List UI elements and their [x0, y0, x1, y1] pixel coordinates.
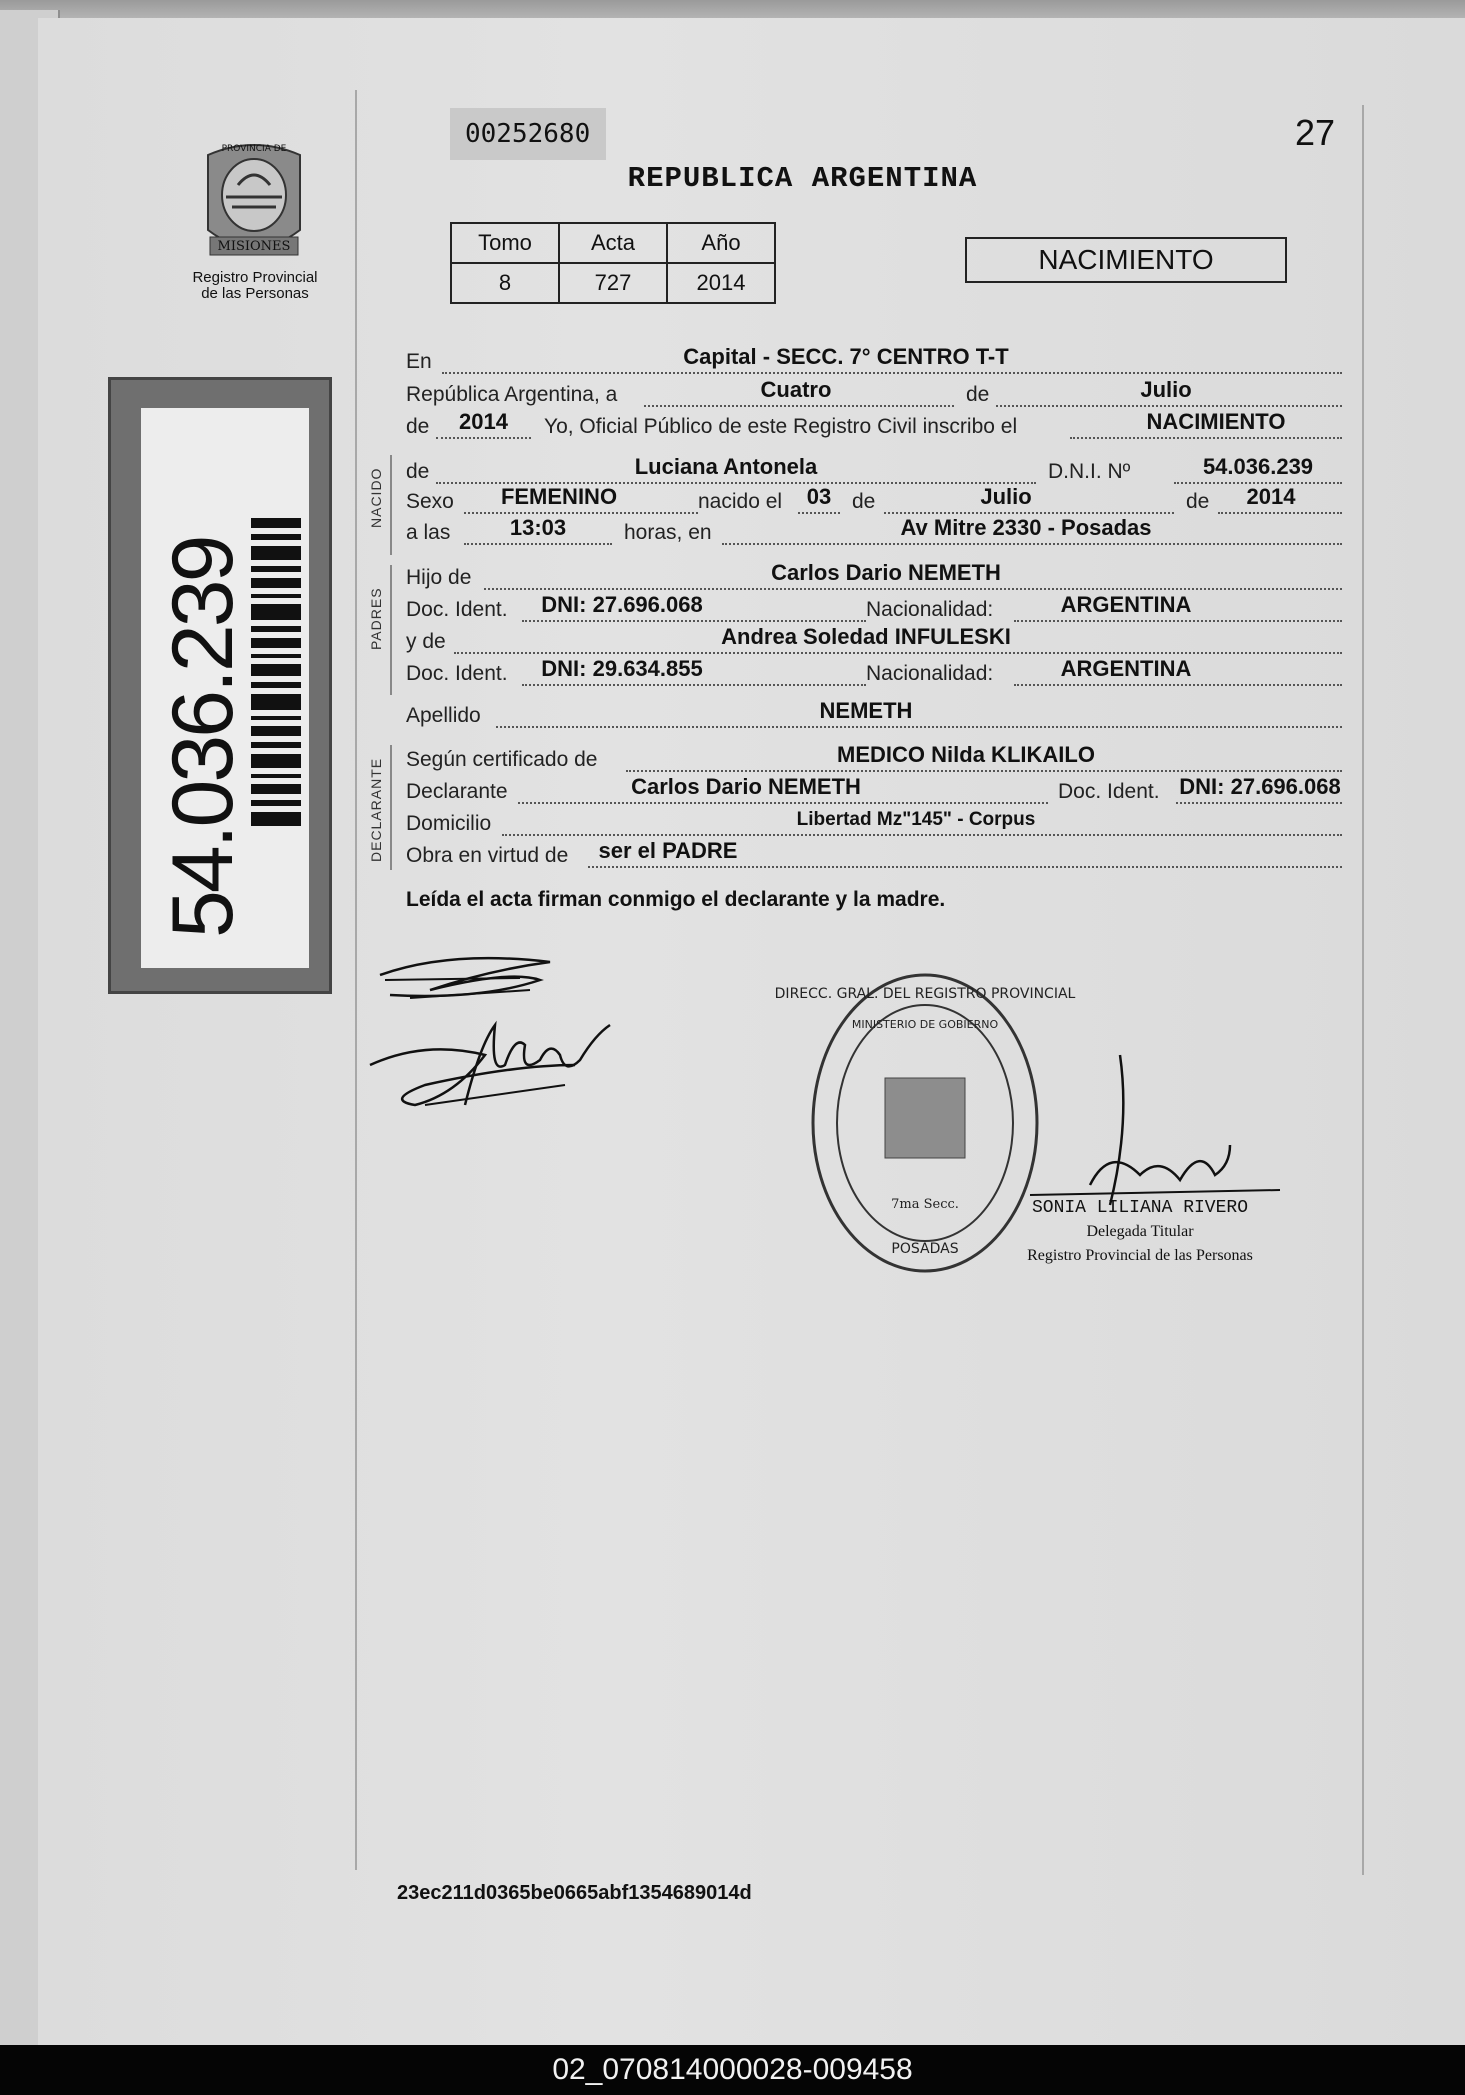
- label-apellido: Apellido: [406, 704, 481, 727]
- value-hora: 13:03: [509, 515, 567, 540]
- header-anio: Año: [667, 223, 775, 263]
- stamp-inner-text: MINISTERIO DE GOBIERNO: [851, 1018, 999, 1031]
- seal-bottom-text: MISIONES: [217, 239, 291, 254]
- section-label-nacido: NACIDO: [368, 467, 384, 528]
- registry-caption-line1: Registro Provincial: [192, 269, 318, 286]
- value-padre-doc: DNI: 27.696.068: [541, 592, 703, 617]
- value-anio: 2014: [667, 263, 775, 303]
- table-header-row: [451, 223, 775, 263]
- stamp-outer-text: DIRECC. GRAL. DEL REGISTRO PROVINCIAL: [774, 986, 1076, 1002]
- label-de-anio: de: [406, 415, 430, 438]
- value-en-virtud: ser el PADRE: [598, 838, 738, 863]
- value-declarante: Carlos Dario NEMETH: [631, 774, 861, 799]
- registry-logo-caption: [170, 270, 340, 302]
- value-declarante-doc: DNI: 27.696.068: [1179, 774, 1341, 799]
- signer-office: Registro Provincial de las Personas: [1027, 1247, 1253, 1264]
- value-tomo: 8: [451, 263, 559, 303]
- stamp-center-text: 7ma Secc.: [891, 1197, 959, 1212]
- official-stamp-icon: [774, 968, 1076, 1278]
- serial-number: 00252680: [450, 108, 606, 160]
- label-republica-a: República Argentina, a: [406, 383, 618, 406]
- label-dni-no: D.N.I. Nº: [1048, 460, 1131, 483]
- registrar-signature-block: [1015, 1196, 1265, 1268]
- value-apellido: NEMETH: [819, 698, 913, 723]
- value-acta: 727: [559, 263, 667, 303]
- value-mes-nac: Julio: [980, 484, 1032, 509]
- value-anio-nac: 2014: [1246, 484, 1296, 509]
- value-padre: Carlos Dario NEMETH: [771, 560, 1001, 585]
- value-anio-acta: 2014: [459, 409, 508, 434]
- closing-statement: Leída el acta firman conmigo el declarante y la madre.: [406, 888, 946, 911]
- value-domicilio: Libertad Mz"145" - Corpus: [796, 809, 1036, 830]
- footer-code: 02_070814000028-009458: [0, 2045, 1465, 2095]
- signer-role: Delegada Titular: [1086, 1223, 1194, 1240]
- stamp-bottom-text: POSADAS: [891, 1241, 959, 1257]
- label-a-las: a las: [406, 521, 451, 544]
- left-margin-line: [355, 90, 357, 1870]
- label-horas-en: horas, en: [624, 521, 712, 544]
- label-de-nombre: de: [406, 460, 430, 483]
- padres-divider: [390, 565, 392, 695]
- label-nacido-el: nacido el: [698, 490, 783, 513]
- right-margin-line: [1362, 105, 1364, 1875]
- registry-caption-line2: de las Personas: [201, 285, 309, 302]
- label-en: En: [406, 350, 432, 373]
- label-de: de: [966, 383, 990, 406]
- label-nacionalidad: Nacionalidad:: [866, 598, 994, 621]
- registrar-signature-icon: [1030, 1045, 1290, 1215]
- value-nombre: Luciana Antonela: [634, 454, 818, 479]
- label-declarante: Declarante: [406, 780, 508, 803]
- barcode-dni-number: 54.036.239: [155, 537, 251, 938]
- value-certificado: MEDICO Nilda KLIKAILO: [837, 742, 1095, 767]
- barcode-bars-icon: [251, 518, 301, 898]
- value-lugar: Capital - SECC. 7° CENTRO T-T: [683, 344, 1009, 369]
- barcode-card: [108, 377, 332, 994]
- label-obra-en-virtud: Obra en virtud de: [406, 844, 569, 867]
- value-mes-acta: Julio: [1140, 377, 1192, 402]
- value-dia-nac: 03: [806, 484, 832, 509]
- label-sexo: Sexo: [406, 490, 454, 513]
- table-value-row: [451, 263, 775, 303]
- act-type-box: NACIMIENTO: [965, 237, 1287, 283]
- nacido-divider: [390, 455, 392, 555]
- label-domicilio: Domicilio: [406, 812, 492, 835]
- label-inscribo: Yo, Oficial Público de este Registro Civil inscribo el: [544, 415, 1018, 438]
- province-seal-icon: [198, 135, 310, 265]
- seal-top-text: PROVINCIA DE: [221, 144, 287, 154]
- value-madre: Andrea Soledad INFULESKI: [721, 624, 1011, 649]
- declarante-divider: [390, 745, 392, 870]
- label-doc-ident-declarante: Doc. Ident.: [1058, 780, 1160, 803]
- page-number: 27: [1295, 112, 1336, 153]
- label-doc-ident-madre: Doc. Ident.: [406, 662, 508, 685]
- country-title: REPUBLICA ARGENTINA: [627, 162, 978, 195]
- value-lugar-nac: Av Mitre 2330 - Posadas: [900, 515, 1152, 540]
- certificate-sheet: [38, 18, 1465, 2045]
- value-tipo-inscripcion: NACIMIENTO: [1146, 409, 1286, 434]
- label-hijo-de: Hijo de: [406, 566, 472, 589]
- barcode-panel: [141, 408, 309, 968]
- section-label-declarante: DECLARANTE: [368, 757, 384, 862]
- label-doc-ident: Doc. Ident.: [406, 598, 508, 621]
- label-y-de: y de: [406, 630, 446, 653]
- label-segun-certificado: Según certificado de: [406, 748, 598, 771]
- label-nacionalidad-madre: Nacionalidad:: [866, 662, 994, 685]
- mother-signature-icon: [365, 1005, 655, 1135]
- value-padre-nac: ARGENTINA: [1060, 592, 1192, 617]
- value-sexo: FEMENINO: [500, 484, 618, 509]
- label-de-mes: de: [852, 490, 876, 513]
- value-dia-acta: Cuatro: [760, 377, 832, 402]
- value-dni: 54.036.239: [1202, 454, 1314, 479]
- header-acta: Acta: [559, 223, 667, 263]
- label-de-anio-nac: de: [1186, 490, 1210, 513]
- document-hash: 23ec211d0365be0665abf1354689014d: [397, 1882, 752, 1904]
- section-label-padres: PADRES: [368, 587, 384, 650]
- value-madre-doc: DNI: 29.634.855: [541, 656, 703, 681]
- book-reference-table: [450, 222, 776, 304]
- signer-name: SONIA LILIANA RIVERO: [1031, 1198, 1249, 1218]
- value-madre-nac: ARGENTINA: [1060, 656, 1192, 681]
- header-tomo: Tomo: [451, 223, 559, 263]
